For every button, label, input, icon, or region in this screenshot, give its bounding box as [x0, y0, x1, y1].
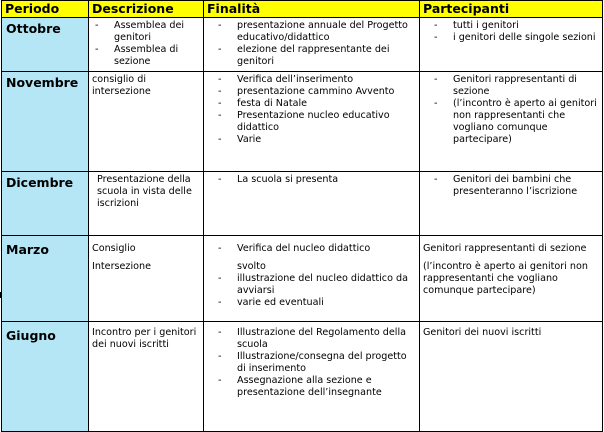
list-item: - Illustrazione/consegna del progetto di inserimento — [207, 351, 416, 375]
partecipanti-cell: Genitori dei nuovi iscritti — [420, 322, 603, 432]
partecipanti-cell — [420, 18, 603, 72]
header-periodo: Periodo — [2, 1, 89, 18]
period-dicembre: Dicembre — [2, 172, 89, 236]
list-item: - Assemblea di sezione — [84, 44, 200, 68]
list-item: - La scuola si presenta — [207, 174, 416, 186]
finalita-cell — [204, 18, 420, 72]
period-marzo: Marzo — [2, 236, 89, 322]
descrizione-line: Consiglio — [92, 243, 136, 254]
list-item: - Assemblea dei genitori — [84, 20, 200, 44]
descrizione-cell — [89, 236, 204, 322]
header-row — [2, 1, 603, 18]
table-row — [2, 18, 603, 72]
descrizione-cell: Incontro per i genitori dei nuovi iscritti — [89, 322, 204, 432]
partecipanti-line: Genitori rappresentanti di sezione — [423, 243, 587, 254]
list-item: - Verifica dell’inserimento — [207, 74, 416, 86]
finalita-cell — [204, 236, 420, 322]
table-row — [2, 172, 603, 236]
list-item: - Verifica del nucleo didattico — [207, 243, 416, 255]
list-item: - varie ed eventuali — [207, 297, 416, 309]
finalita-cell — [204, 172, 420, 236]
list-item: - Varie — [207, 134, 416, 146]
finalita-cell — [204, 322, 420, 432]
table-row — [2, 322, 603, 432]
descrizione-cell: consiglio di intersezione — [89, 72, 204, 172]
descrizione-cell: Presentazione della scuola in vista delle iscrizioni — [89, 172, 204, 236]
list-item: - presentazione cammino Avvento — [207, 86, 416, 98]
period-novembre: Novembre — [2, 72, 89, 172]
list-item: - tutti i genitori — [423, 20, 599, 32]
page-edge-mark — [0, 292, 2, 298]
header-finalita: Finalità — [204, 1, 420, 18]
list-item: - Genitori rappresentanti di sezione — [423, 74, 599, 98]
descrizione-line: Intersezione — [92, 261, 151, 272]
list-item: - presentazione annuale del Progetto educativo/didattico — [207, 20, 416, 44]
partecipanti-note: (l’incontro è aperto ai genitori non rappresentanti che vogliano comunque partecipare) — [423, 261, 588, 296]
header-descrizione: Descrizione — [89, 1, 204, 18]
partecipanti-cell — [420, 72, 603, 172]
finalita-cell — [204, 72, 420, 172]
header-partecipanti: Partecipanti — [420, 1, 603, 18]
list-item: - illustrazione del nucleo didattico da avviarsi — [207, 273, 416, 297]
descrizione-cell — [89, 18, 204, 72]
table-row — [2, 236, 603, 322]
list-item-continuation: svolto — [237, 261, 266, 272]
list-item: - i genitori delle singole sezioni — [423, 32, 599, 44]
period-ottobre: Ottobre — [2, 18, 89, 72]
list-item: - Genitori dei bambini che presenteranno l’iscrizione — [423, 174, 599, 198]
list-item: - Illustrazione del Regolamento della scuola — [207, 327, 416, 351]
list-item: - Presentazione nucleo educativo didattico — [207, 110, 416, 134]
list-item: - elezione del rappresentante dei genitori — [207, 44, 416, 68]
partecipanti-cell — [420, 236, 603, 322]
schedule-table — [1, 0, 603, 432]
partecipanti-cell — [420, 172, 603, 236]
list-item: - (l’incontro è aperto ai genitori non rappresentanti che vogliano comunque partecipare) — [423, 98, 599, 146]
list-item: - festa di Natale — [207, 98, 416, 110]
table-row — [2, 72, 603, 172]
period-giugno: Giugno — [2, 322, 89, 432]
list-item: - Assegnazione alla sezione e presentazione dell’insegnante — [207, 375, 416, 399]
